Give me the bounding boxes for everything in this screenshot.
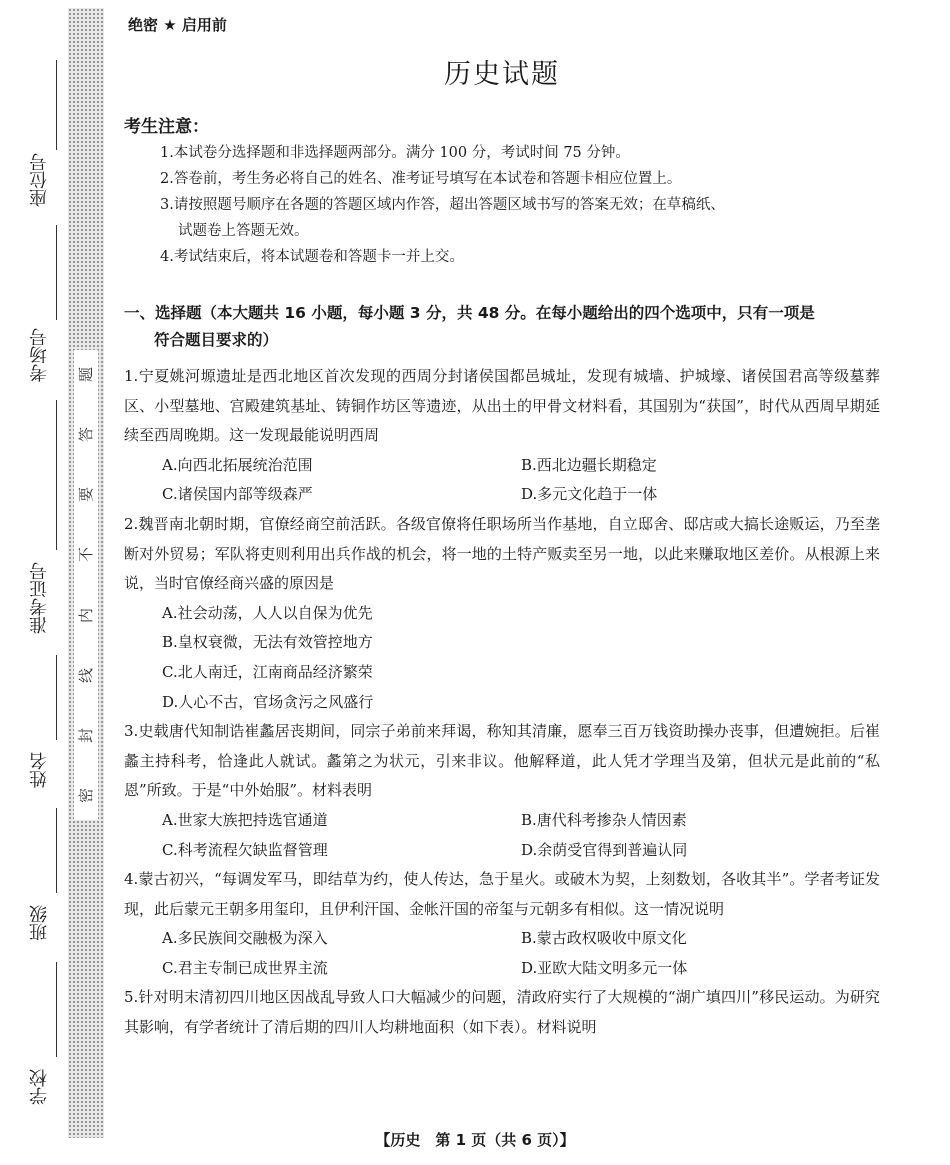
question-stem: 3.史载唐代知制诰崔蠡居丧期间，同宗子弟前来拜谒，称知其清廉，愿奉三百万钱资助操办丧事，但遭婉拒。后崔蠡主持科考，恰逢此人就试。蠡第之为状元，引来非议。他解释道，此人凭才学理当及第，但状元是此前的“私恩”所致。于是“中外始服”。材料表明 [124,722,880,800]
option-b[interactable]: B.皇权衰微，无法有效管控地方 [162,633,373,652]
section-heading-line: 一、选择题（本大题共 16 小题，每小题 3 分，共 48 分。在每小题给出的四个选项中，只有一项是 [124,304,815,322]
option-a[interactable]: A.社会动荡，人人以自保为优先 [162,603,373,622]
option-a[interactable]: A.多民族间交融极为深入 [162,929,328,948]
question-1 [124,362,880,510]
binding-margin [0,0,120,1165]
seal-char: 要 [77,487,96,503]
section-heading-line: 符合题目要求的） [154,331,279,349]
seal-char: 封 [77,727,96,743]
notice-heading: 考生注意： [124,117,209,137]
option-c[interactable]: C.科考流程欠缺监督管理 [162,840,328,859]
question-stem: 4.蒙古初兴，“每调发军马，即结草为约，使人传达，急于星火。或破木为契，上刻数划，各收其半”。学者考证发现，此后蒙元王朝多用玺印，且伊利汗国、金帐汗国的帝玺与元朝多有相似。这一情况说明 [124,870,880,918]
seal-warning [74,350,98,820]
class-line [56,808,57,893]
exam-id-line [56,400,57,550]
seal-char: 不 [77,547,96,563]
option-b[interactable]: B.蒙古政权吸收中原文化 [521,929,687,948]
question-stem: 5.针对明末清初四川地区因战乱导致人口大幅减少的问题，清政府实行了大规模的“湖广填四川”移民运动。为研究其影响，有学者统计了清后期的四川人均耕地面积（如下表）。材料说明 [124,988,880,1037]
question-3 [124,717,880,865]
notice-item: 1.本试卷分选择题和非选择题两部分。满分 100 分，考试时间 75 分钟。 [160,145,630,161]
option-b[interactable]: B.唐代科考掺杂人情因素 [521,810,687,829]
question-list [124,362,880,1043]
option-c[interactable]: C.君主专制已成世界主流 [162,958,328,977]
option-a[interactable]: A.向西北拓展统治范围 [162,455,313,474]
student-name-line [56,655,57,740]
question-2 [124,510,880,717]
room-number-line [56,225,57,320]
option-c[interactable]: C.北人南迁，江南商品经济繁荣 [162,662,373,681]
question-stem: 1.宁夏姚河塬遗址是西北地区首次发现的西周分封诸侯国都邑城址，发现有城墙、护城壕、诸侯国君高等级墓葬区、小型墓地、宫殿建筑基址、铸铜作坊区等遗迹，从出土的甲骨文材料看，其国别为“获国”，时代从西周早期延续至西周晚期。这一发现最能说明西周 [124,367,880,445]
confidential-label: 绝密 ★ 启用前 [128,16,227,34]
seal-char: 线 [77,667,96,683]
question-4 [124,865,880,983]
seal-char: 密 [77,787,96,803]
question-stem: 2.魏晋南北朝时期，官僚经商空前活跃。各级官僚将任职场所当作基地，自立邸舍、邸店或大搞长途贩运，乃至垄断对外贸易；军队将吏则利用出兵作战的机会，将一地的土特产贩卖至另一地，以此来赚取地区差价。从根源上来说，当时官僚经商兴盛的原因是 [124,514,880,593]
class-label: 班级 [29,905,50,941]
notice-item: 3.请按照题号顺序在各题的答题区域内作答，超出答题区域书写的答案无效；在草稿纸、 [160,197,725,213]
notice-item: 试题卷上答题无效。 [178,223,309,239]
seat-number-line [56,60,57,150]
option-d[interactable]: D.人心不古，官场贪污之风盛行 [162,692,374,711]
school-label: 学校 [29,1069,50,1105]
seal-char: 内 [77,607,96,623]
option-b[interactable]: B.西北边疆长期稳定 [521,455,657,474]
option-c[interactable]: C.诸侯国内部等级森严 [162,485,313,504]
question-5 [124,983,880,1042]
notice-item: 4.考试结束后，将本试题卷和答题卡一并上交。 [160,249,464,265]
option-a[interactable]: A.世家大族把持选官通道 [162,810,328,829]
page-footer: 【历史 第 1 页（共 6 页）】 [375,1131,575,1149]
school-line [56,962,57,1057]
exam-id-label: 准考证号 [29,562,50,634]
page-title: 历史试题 [444,59,560,90]
student-name-label: 姓名 [29,752,50,788]
option-d[interactable]: D.多元文化趋于一体 [521,485,658,504]
notice-list [160,140,880,270]
notice-item: 2.答卷前，考生务必将自己的姓名、准考证号填写在本试卷和答题卡相应位置上。 [160,171,682,187]
seal-char: 题 [77,366,96,383]
option-d[interactable]: D.亚欧大陆文明多元一体 [521,958,688,977]
option-d[interactable]: D.余荫受官得到普遍认同 [521,840,688,859]
section-heading [124,300,884,354]
seal-char: 答 [77,427,96,443]
seat-number-label: 座位号 [29,153,50,207]
room-number-label: 考场号 [29,328,50,382]
